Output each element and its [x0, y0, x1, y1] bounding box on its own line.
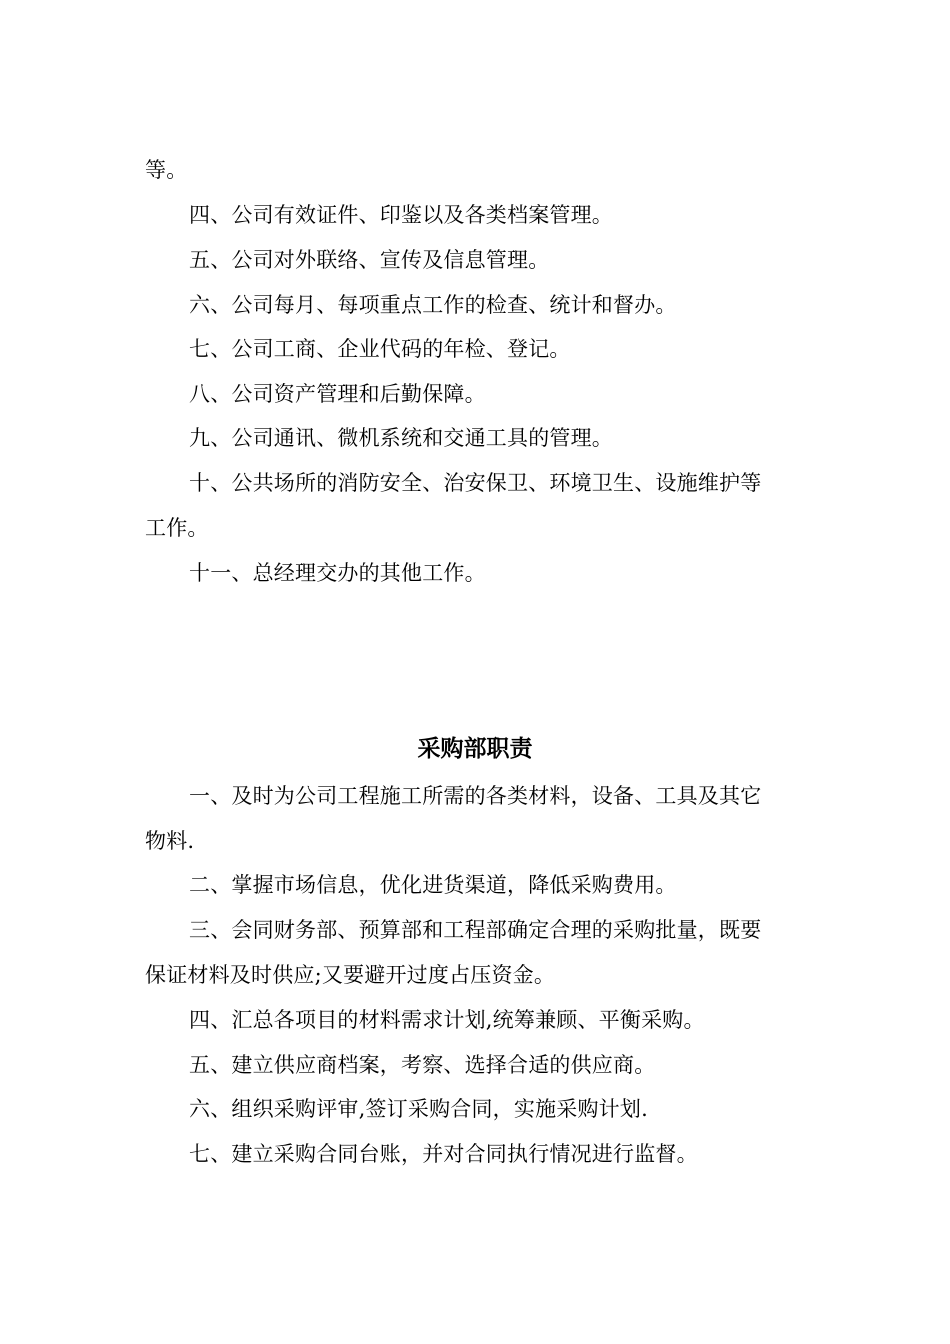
- list-item-6: 六、公司每月、每项重点工作的检查、统计和督办。: [189, 293, 677, 317]
- list-item-2: 二、掌握市场信息，优化进货渠道，降低采购费用。: [189, 873, 677, 897]
- list-item-4: 四、汇总各项目的材料需求计划,统筹兼顾、平衡采购。: [189, 1008, 705, 1032]
- list-item-6: 六、组织采购评审,签订采购合同，实施采购计划.: [189, 1097, 648, 1121]
- list-item-9: 九、公司通讯、微机系统和交通工具的管理。: [189, 426, 613, 450]
- list-item-1: 一、及时为公司工程施工所需的各类材料，设备、工具及其它: [189, 784, 762, 808]
- list-item-7: 七、建立采购合同台账，并对合同执行情况进行监督。: [189, 1142, 698, 1166]
- list-item-1-continuation: 物料.: [145, 829, 195, 853]
- list-item-4: 四、公司有效证件、印鉴以及各类档案管理。: [189, 203, 613, 227]
- list-item-7: 七、公司工商、企业代码的年检、登记。: [189, 337, 571, 361]
- list-item-3-continuation: 保证材料及时供应;又要避开过度占压资金。: [145, 963, 556, 987]
- list-item-8: 八、公司资产管理和后勤保障。: [189, 382, 486, 406]
- list-item-5: 五、建立供应商档案，考察、选择合适的供应商。: [189, 1053, 656, 1077]
- list-item-5: 五、公司对外联络、宣传及信息管理。: [189, 248, 550, 272]
- list-item-3: 三、会同财务部、预算部和工程部确定合理的采购批量，既要: [189, 918, 762, 942]
- list-item-10: 十、公共场所的消防安全、治安保卫、环境卫生、设施维护等: [189, 471, 762, 495]
- list-item-10-continuation: 工作。: [145, 516, 209, 540]
- section-title: 采购部职责: [417, 735, 533, 762]
- paragraph-line-continuation: 等。: [145, 158, 188, 182]
- list-item-11: 十一、总经理交办的其他工作。: [189, 561, 486, 585]
